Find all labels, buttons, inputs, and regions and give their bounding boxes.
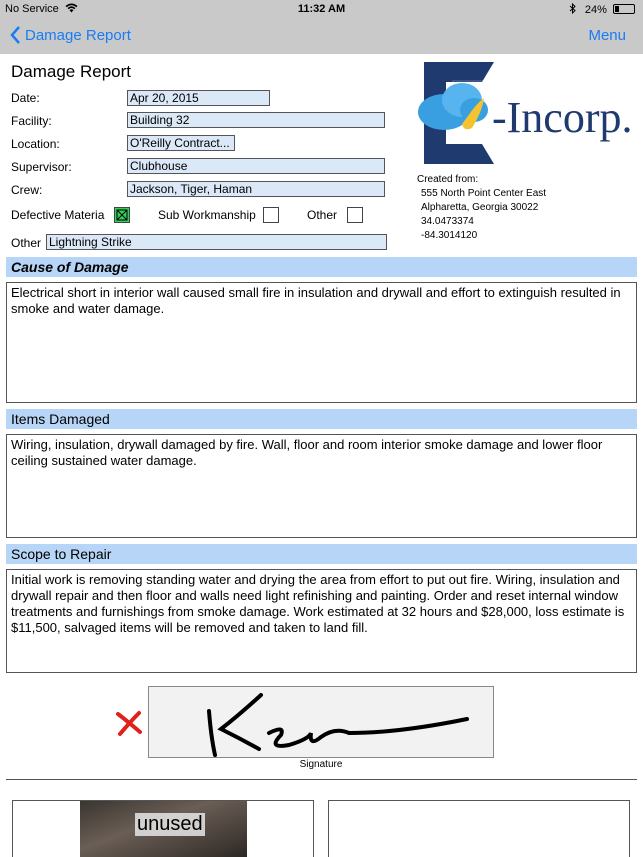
carrier-status: No Service (5, 3, 78, 15)
items-section-header: Items Damaged (6, 409, 637, 429)
created-longitude: -84.3014120 (421, 230, 478, 241)
defective-material-label: Defective Materia (11, 208, 105, 222)
created-address-line2: Alpharetta, Georgia 30022 (421, 202, 539, 213)
signature-label: Signature (299, 759, 343, 770)
logo-icon (412, 60, 640, 168)
location-label: Location: (11, 137, 60, 151)
other-checkbox[interactable] (347, 207, 363, 223)
location-field[interactable]: O'Reilly Contract... (127, 135, 235, 151)
sub-workmanship-label: Sub Workmanship (158, 208, 256, 222)
status-bar (0, 0, 643, 18)
damage-photo (80, 801, 247, 857)
bluetooth-icon (569, 3, 577, 14)
crew-field[interactable]: Jackson, Tiger, Haman (127, 181, 385, 197)
created-from-info (417, 173, 546, 243)
scope-textarea[interactable]: Initial work is removing standing water and drying the area from effort to put out fire. Wiring, insulation and drywall repair and then floor and walls need light refinishing and painting. Order and reset internal window treatments and furnishings from smoke damage. Work estimated at 32 hours and $28,000, loss estimate is $11,500, salvaged items will be removed and taken to land fill. (6, 569, 637, 673)
logo-wordmark: -Incorp. (492, 93, 633, 142)
facility-field[interactable]: Building 32 (127, 112, 385, 128)
page-title: Damage Report (11, 62, 132, 81)
created-latitude: 34.0473374 (421, 216, 474, 227)
supervisor-field[interactable]: Clubhouse (127, 158, 385, 174)
navigation-bar (0, 18, 643, 54)
cause-textarea[interactable]: Electrical short in interior wall caused small fire in insulation and drywall and effort to extinguish resulted in smoke and water damage. (6, 282, 637, 403)
other-field[interactable]: Lightning Strike (46, 234, 387, 250)
clock: 11:32 AM (297, 3, 346, 15)
battery-status: 24% (569, 3, 635, 16)
menu-button[interactable]: Menu (588, 27, 626, 44)
other-label: Other (11, 236, 42, 250)
crew-label: Crew: (11, 183, 43, 197)
date-field[interactable]: Apr 20, 2015 (127, 90, 270, 106)
signature-pad[interactable] (148, 686, 494, 758)
chevron-left-icon (10, 26, 21, 44)
items-textarea[interactable]: Wiring, insulation, drywall damaged by fire. Wall, floor and room interior smoke damage and lower floor ceiling sustained water damage. (6, 434, 637, 538)
facility-label: Facility: (11, 114, 52, 128)
defective-material-checkbox[interactable] (114, 207, 130, 223)
divider (6, 779, 637, 780)
other-checkbox-label: Other (307, 208, 338, 222)
back-button[interactable]: Damage Report (10, 26, 131, 44)
company-logo (412, 60, 640, 168)
check-x-icon (115, 208, 129, 222)
date-label: Date: (11, 91, 40, 105)
cause-section-header: Cause of Damage (6, 257, 637, 277)
scope-section-header: Scope to Repair (6, 544, 637, 564)
unused-label: unused (137, 813, 203, 835)
battery-icon (613, 4, 635, 14)
created-address-line1: 555 North Point Center East (421, 188, 547, 199)
created-heading: Created from: (417, 174, 479, 185)
photo-slot-1[interactable] (12, 800, 314, 857)
clear-signature-icon[interactable] (114, 708, 144, 743)
photo-slot-2[interactable] (328, 800, 630, 857)
supervisor-label: Supervisor: (11, 160, 72, 174)
sub-workmanship-checkbox[interactable] (263, 207, 279, 223)
signature-stroke (149, 687, 495, 759)
